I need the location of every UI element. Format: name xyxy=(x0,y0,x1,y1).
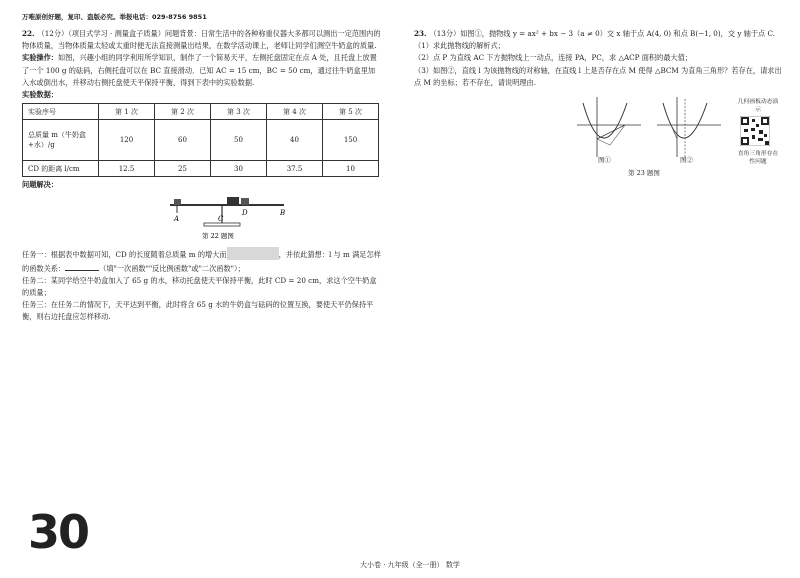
table-cell: 120 xyxy=(99,120,155,161)
pivot-base xyxy=(204,223,240,226)
q23-part2: （2）点 P 为直线 AC 下方抛物线上一动点，连接 PA，PC，求 △ACP 面积的最大值； xyxy=(414,53,693,63)
fig2-caption: 图② xyxy=(680,156,693,164)
parabola-curve xyxy=(583,103,627,138)
q23-figure-2 xyxy=(655,95,725,160)
table-cell: 50 xyxy=(211,120,267,161)
fig1-caption: 图① xyxy=(598,156,611,164)
header-notice: 万唯原创好题，复印、盗版必究。举报电话：029-8756 9851 xyxy=(22,13,207,21)
q22-data-label: 实验数据： xyxy=(22,90,58,100)
answer-blank[interactable] xyxy=(65,262,99,271)
table-row-distance xyxy=(23,161,379,177)
q22-intro: 22. （12分）（项目式学习 · 测量盒子质量）问题背景：日常生活中的各种称重仪器大多都可以测出一定范围内的物体质量，当物体质量太轻或太重时便无法直接测量出结果，在数学活动课上，老师让同学们测空牛奶盒的质量. xyxy=(22,29,381,51)
table-cell: 10 xyxy=(323,161,379,177)
q22-number: 22. xyxy=(22,29,35,38)
table-cell: 第 5 次 xyxy=(323,104,379,120)
q22-data-table xyxy=(22,103,379,177)
right-tray xyxy=(227,197,239,205)
label-D: D xyxy=(242,209,248,218)
line-BC xyxy=(671,125,677,139)
question-23 xyxy=(414,28,784,89)
question-22 xyxy=(22,28,382,324)
table-header-row xyxy=(23,104,379,120)
q23-part1: （1）求此抛物线的解析式； xyxy=(414,41,505,51)
smudge-mark xyxy=(227,247,279,260)
q23-figure-caption: 第 23 题图 xyxy=(628,169,660,177)
balance-diagram xyxy=(22,191,382,243)
label-B: B xyxy=(280,209,286,218)
qr-title: 几何画板动态演示 xyxy=(737,99,779,113)
q22-experiment: 实验操作：如图，兴趣小组的同学利用所学知识，制作了一个简易天平，左侧托盘固定在点 A 处，且托盘上放置了一个 100 g 的砝码，右侧托盘可以在 BC 直接滑动．已知 AC = 15 cm，BC = 50 cm，通过往牛奶盒里加入水或倒出水，并移动右侧托盘使天平保持平衡，得到下表中的实验数据. xyxy=(22,53,377,87)
q23-intro: 23. （13分）如图①，抛物线 y = ax² + bx − 3（a ≠ 0）交 x 轴于点 A(4, 0) 和点 B(−1, 0)，交 y 轴于点 C. xyxy=(414,29,776,38)
table-cell: 总质量 m（牛奶盒+水）/g xyxy=(23,120,99,161)
table-cell: 第 2 次 xyxy=(155,104,211,120)
q23-part3: （3）如图②，直线 l 为该抛物线的对称轴，在直线 l 上是否存在点 M 使得 △BCM 为直角三角形？若存在，请求出点 M 的坐标；若不存在，请说明理由. xyxy=(414,65,782,87)
q22-task3: 任务三：在任务二的情况下，天平达到平衡，此时将含 65 g 水的牛奶盒与砝码的位置互换，要使天平仍保持平衡，则右边托盘应怎样移动. xyxy=(22,300,374,322)
q22-figure xyxy=(22,191,382,243)
label-C: C xyxy=(218,215,224,224)
label-A: A xyxy=(174,215,180,224)
q23-number: 23. xyxy=(414,29,427,38)
q22-problem-label: 问题解决： xyxy=(22,180,58,190)
line-PA xyxy=(610,125,625,145)
q22-figure-caption: 第 22 题图 xyxy=(202,232,234,241)
footer: 大小卷 · 九年级（全一册） 数学 xyxy=(360,561,460,569)
table-cell: 60 xyxy=(155,120,211,161)
table-cell: 第 4 次 xyxy=(267,104,323,120)
milk-box xyxy=(241,198,249,205)
table-cell: 第 3 次 xyxy=(211,104,267,120)
page-number: 30 xyxy=(28,505,89,559)
left-weight xyxy=(174,199,181,205)
table-cell: 40 xyxy=(267,120,323,161)
q22-task1: 任务一：根据表中数据可知，CD 的长度随着总质量 m 的增大而 ，并依此猜想：l 与 m 满足怎样的函数关系： （填"一次函数""反比例函数"或"二次函数"）； xyxy=(22,247,382,274)
line-AC xyxy=(597,125,625,139)
table-cell: 第 1 次 xyxy=(99,104,155,120)
qr-code[interactable] xyxy=(740,116,770,146)
qr-note: 直角三角形存在性问题 xyxy=(737,151,779,165)
table-cell: 12.5 xyxy=(99,161,155,177)
q23-figure-1 xyxy=(575,95,645,160)
table-cell: 37.5 xyxy=(267,161,323,177)
table-row-mass xyxy=(23,120,379,161)
table-cell: 实验序号 xyxy=(23,104,99,120)
table-cell: 30 xyxy=(211,161,267,177)
table-cell: 25 xyxy=(155,161,211,177)
table-cell: 150 xyxy=(323,120,379,161)
line-PC xyxy=(597,139,610,145)
q22-task2: 任务二：某同学给空牛奶盒加入了 65 g 的水，移动托盘使天平保持平衡，此时 CD = 20 cm，求这个空牛奶盒的质量； xyxy=(22,275,377,298)
table-cell: CD 的距离 l/cm xyxy=(23,161,99,177)
